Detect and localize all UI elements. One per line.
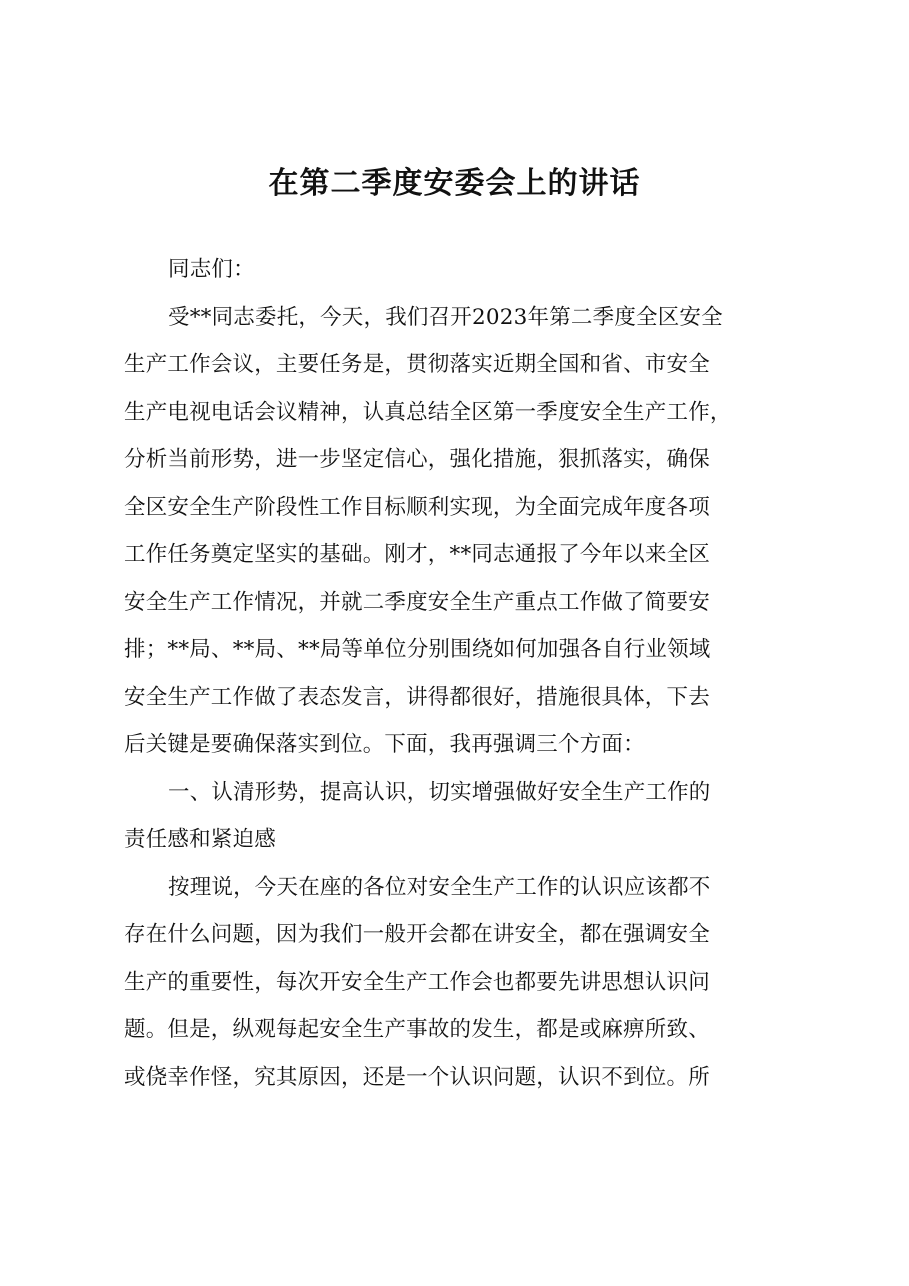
text-line: 分析当前形势，进一步坚定信心，强化措施，狠抓落实，确保 [124,447,710,472]
text-line: 生产工作会议，主要任务是，贯彻落实近期全国和省、市安全 [124,352,710,377]
text-line: 安全生产工作做了表态发言，讲得都很好，措施很具体，下去 [124,684,710,710]
text-line: 工作任务奠定坚实的基础。刚才，**同志通报了今年以来全区 [124,542,711,567]
text-line: 或侥幸作怪，究其原因，还是一个认识问题，认识不到位。所 [124,1064,710,1090]
text-line: 同志们： [168,257,255,282]
text-line: 按理说，今天在座的各位对安全生产工作的认识应该都不 [168,874,711,900]
text-line: 安全生产工作情况，并就二季度安全生产重点工作做了简要安 [124,589,710,615]
document-title: 在第二季度安委会上的讲话 [268,166,641,201]
document-body [124,246,790,1101]
text-line: 生产电视电话会议精神，认真总结全区第一季度安全生产工作， [124,399,732,425]
text-line: 存在什么问题，因为我们一般开会都在讲安全，都在强调安全 [124,922,710,947]
text-line: 受**同志委托，今天，我们召开2023年第二季度全区安全 [168,304,723,330]
text-line: 一、认清形势，提高认识，切实增强做好安全生产工作的 [168,779,711,805]
text-line: 后关键是要确保落实到位。下面，我再强调三个方面： [124,732,645,757]
text-line: 排；**局、**局、**局等单位分别围绕如何加强各自行业领域 [124,637,711,662]
text-line: 责任感和紧迫感 [124,827,276,852]
text-line: 全区安全生产阶段性工作目标顺利实现，为全面完成年度各项 [124,494,710,520]
text-line: 生产的重要性，每次开安全生产工作会也都要先讲思想认识问 [124,969,710,995]
text-line: 题。但是，纵观每起安全生产事故的发生，都是或麻痹所致、 [124,1017,710,1042]
